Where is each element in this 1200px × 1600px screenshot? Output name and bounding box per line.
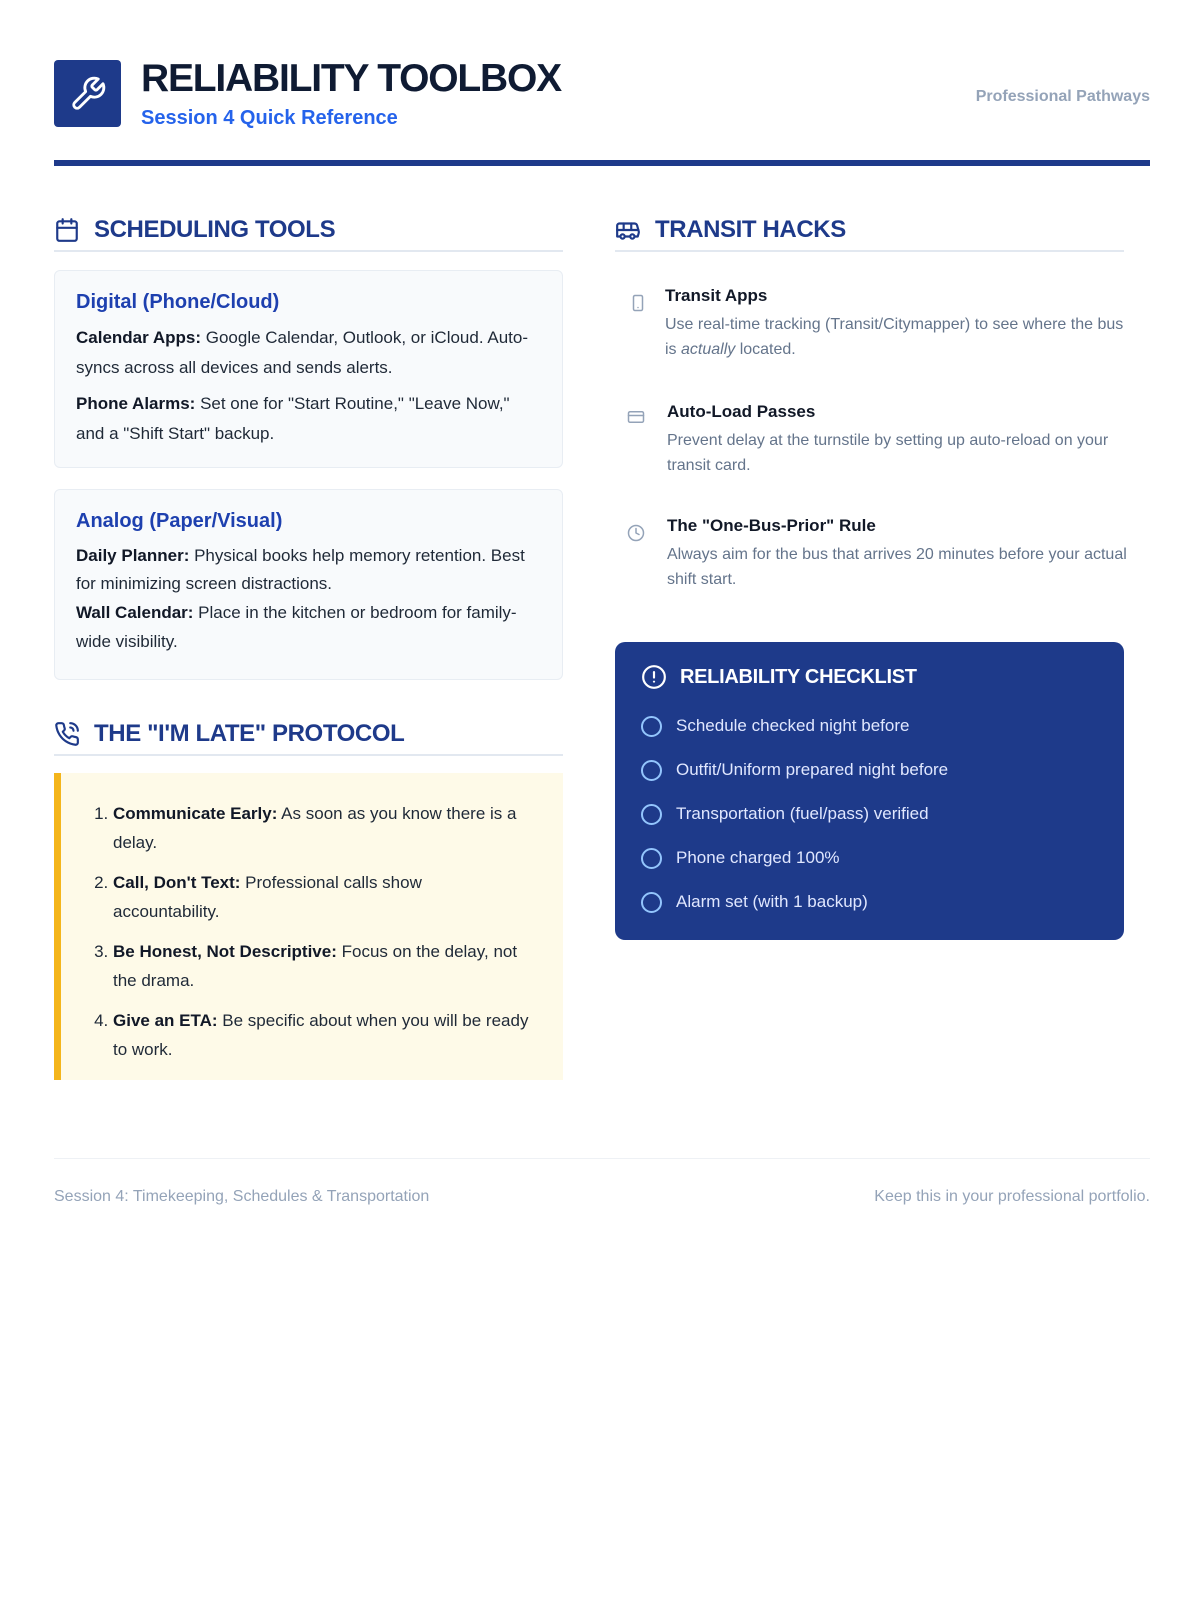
- page-title: RELIABILITY TOOLBOX: [141, 57, 561, 100]
- checklist-item[interactable]: [641, 704, 1098, 748]
- checklist-item[interactable]: [641, 880, 1098, 924]
- checklist-item[interactable]: [641, 836, 1098, 880]
- analog-item: [76, 598, 541, 656]
- checklist-item[interactable]: [641, 748, 1098, 792]
- transit-hack-title: Transit Apps: [665, 286, 768, 305]
- clock-icon: [627, 524, 645, 542]
- protocol-box: [54, 773, 563, 1080]
- transit-hack-title: Auto-Load Passes: [667, 402, 816, 421]
- analog-card-title: Analog (Paper/Visual): [76, 510, 283, 532]
- checkbox[interactable]: [641, 848, 662, 869]
- transit-hack-desc-emphasis: actually: [681, 341, 736, 358]
- checklist-item[interactable]: [641, 792, 1098, 836]
- protocol-step: [113, 937, 533, 995]
- digital-card: [54, 270, 563, 468]
- checklist-heading-label: RELIABILITY CHECKLIST: [680, 665, 917, 688]
- transit-hack-desc: Prevent delay at the turnstile by setting up auto-reload on your transit card.: [667, 432, 1109, 474]
- checklist-item-label: Transportation (fuel/pass) verified: [676, 804, 929, 823]
- phone-icon: [54, 721, 80, 747]
- protocol-step: [113, 1006, 533, 1064]
- scheduling-heading: [54, 216, 563, 252]
- analog-item: [76, 542, 541, 598]
- analog-item-text: Physical books help memory retention. Best for minimizing screen distractions.: [76, 546, 525, 593]
- checkbox[interactable]: [641, 804, 662, 825]
- brand-name: Professional Pathways: [975, 88, 1150, 105]
- protocol-step: [113, 799, 533, 857]
- digital-card-title: Digital (Phone/Cloud): [76, 291, 280, 313]
- checklist-item-label: Outfit/Uniform prepared night before: [676, 760, 949, 779]
- protocol-step-text: Be specific about when you will be ready to work.: [113, 1011, 529, 1059]
- transit-hack-desc-text: Use real-time tracking (Transit/Citymapper) to see where the bus is: [665, 316, 1124, 358]
- checklist-item-label: Schedule checked night before: [676, 716, 910, 735]
- footer-divider: [54, 1158, 1150, 1159]
- header: [54, 57, 1150, 168]
- digital-item: [76, 389, 541, 449]
- calendar-icon: [54, 217, 80, 243]
- checklist-item-label: Phone charged 100%: [676, 848, 840, 867]
- checkbox[interactable]: [641, 892, 662, 913]
- protocol-step-label: Give an ETA:: [113, 1011, 218, 1030]
- protocol-heading-label: THE "I'M LATE" PROTOCOL: [94, 720, 405, 747]
- transit-hack-desc: Always aim for the bus that arrives 20 minutes before your actual shift start.: [667, 546, 1127, 588]
- digital-item-text: Set one for "Start Routine," "Leave Now," and a "Shift Start" backup.: [76, 394, 510, 443]
- bus-icon: [615, 217, 641, 243]
- protocol-heading: [54, 720, 563, 756]
- credit-card-icon: [627, 408, 645, 426]
- reliability-checklist: [615, 642, 1124, 940]
- protocol-step-text: As soon as you know there is a delay.: [113, 804, 517, 852]
- digital-item: [76, 323, 541, 383]
- checklist-heading: [641, 664, 1098, 690]
- checkbox[interactable]: [641, 716, 662, 737]
- transit-heading: [615, 216, 1124, 252]
- protocol-steps: [87, 799, 533, 1064]
- wrench-icon: [69, 75, 107, 113]
- transit-hack-desc: [665, 312, 1125, 362]
- scheduling-heading-label: SCHEDULING TOOLS: [94, 216, 336, 243]
- checkbox[interactable]: [641, 760, 662, 781]
- transit-hack-title: The "One-Bus-Prior" Rule: [667, 516, 876, 535]
- header-divider: [54, 160, 1150, 166]
- transit-heading-label: TRANSIT HACKS: [655, 216, 846, 243]
- protocol-step-label: Communicate Early:: [113, 804, 278, 823]
- protocol-step: [113, 868, 533, 926]
- logo: [54, 60, 121, 127]
- smartphone-icon: [629, 294, 647, 312]
- analog-item-text: Place in the kitchen or bedroom for family-wide visibility.: [76, 603, 517, 651]
- transit-hack-desc-text: located.: [735, 341, 796, 358]
- digital-item-text: Google Calendar, Outlook, or iCloud. Auto-syncs across all devices and sends alerts.: [76, 328, 528, 377]
- protocol-step-text: Focus on the delay, not the drama.: [113, 942, 518, 990]
- protocol-step-label: Be Honest, Not Descriptive:: [113, 942, 337, 961]
- analog-item-label: Wall Calendar:: [76, 603, 194, 622]
- page-subtitle: Session 4 Quick Reference: [141, 107, 398, 129]
- analog-item-label: Daily Planner:: [76, 546, 190, 565]
- analog-card: [54, 489, 563, 680]
- transit-list: [615, 286, 1135, 606]
- digital-item-label: Calendar Apps:: [76, 328, 202, 347]
- protocol-step-label: Call, Don't Text:: [113, 873, 241, 892]
- digital-item-label: Phone Alarms:: [76, 394, 196, 413]
- alert-circle-icon: [641, 664, 667, 690]
- footer-note: Keep this in your professional portfolio.: [874, 1188, 1150, 1205]
- protocol-step-text: Professional calls show accountability.: [113, 873, 422, 921]
- checklist-item-label: Alarm set (with 1 backup): [676, 892, 868, 911]
- footer-session: Session 4: Timekeeping, Schedules & Transportation: [54, 1188, 430, 1205]
